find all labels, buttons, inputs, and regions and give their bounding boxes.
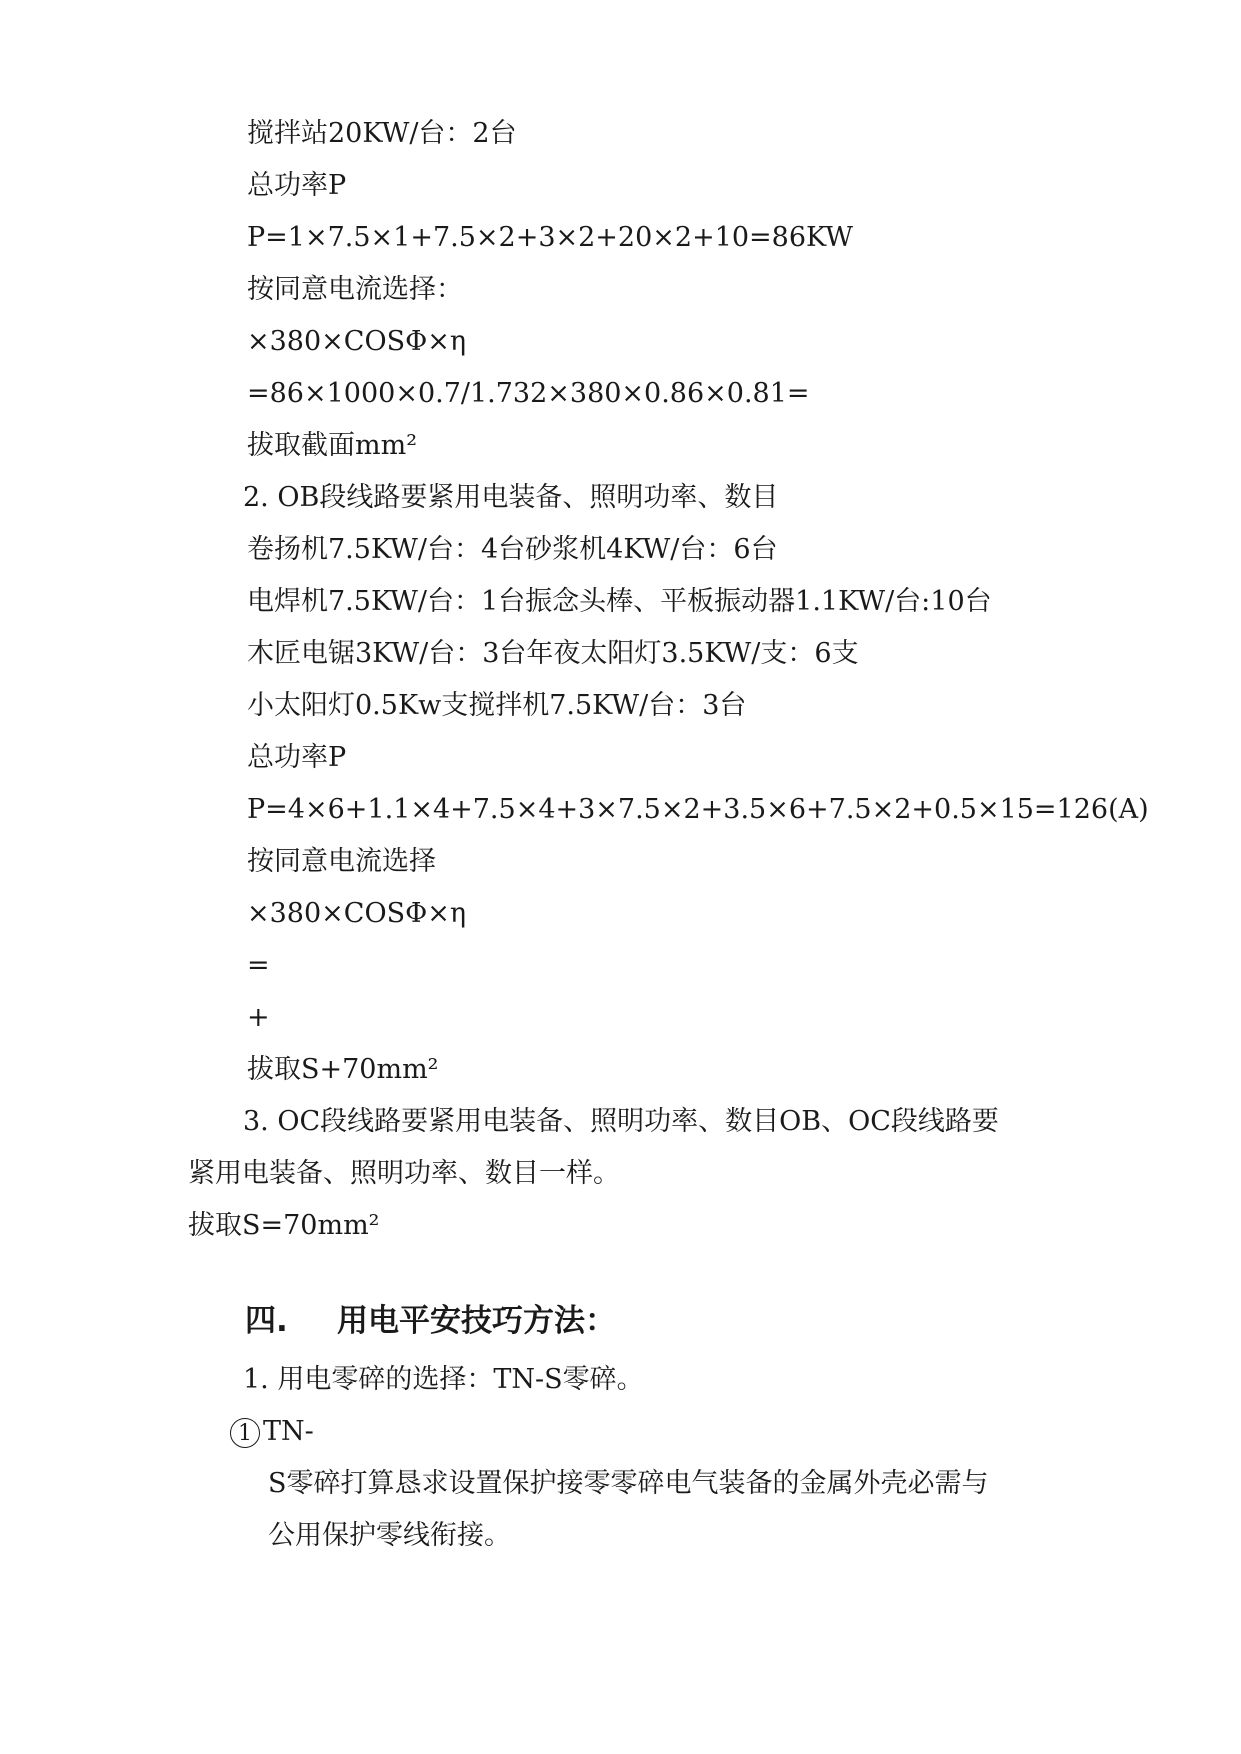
text-line: 按同意电流选择： [247,274,463,305]
numbered-item: 2. OB段线路要紧用电装备、照明功率、数目 [243,482,779,513]
formula-line: P=1×7.5×1+7.5×2+3×2+20×2+10=86KW [247,222,853,253]
formula-line: P=4×6+1.1×4+7.5×4+3×7.5×2+3.5×6+7.5×2+0.5×15=126(A) [247,794,1149,825]
formula-line: + [247,1002,270,1033]
text-line: 拔取S=70mm² [188,1210,380,1241]
text-line: 卷扬机7.5KW/台：4台砂浆机4KW/台：6台 [247,534,778,565]
text-line: 总功率P [247,742,347,773]
formula-line: = [247,950,270,981]
text-line: 小太阳灯0.5Kw支搅拌机7.5KW/台：3台 [247,690,747,721]
formula-line: ×380×COSΦ×η [247,326,467,357]
section-title: 用电平安技巧方法： [337,1303,616,1339]
text-line: 拔取S+70mm² [247,1054,439,1085]
text-line: 电焊机7.5KW/台：1台振念头棒、平板振动器1.1KW/台:10台 [247,586,992,617]
circled-item-text: TN- [263,1416,314,1447]
numbered-item: 1. 用电零碎的选择：TN-S零碎。 [243,1364,644,1395]
formula-line: =86×1000×0.7/1.732×380×0.86×0.81= [247,378,810,409]
text-line: 紧用电装备、照明功率、数目一样。 [188,1158,620,1189]
circled-item [230,1415,314,1449]
text-line: 木匠电锯3KW/台：3台年夜太阳灯3.5KW/支：6支 [247,638,859,669]
text-line: 拔取截面mm² [247,430,418,461]
formula-line: ×380×COSΦ×η [247,898,467,929]
circled-number-icon: 1 [230,1418,260,1448]
section-heading [245,1302,616,1340]
text-line: S零碎打算恳求设置保护接零零碎电气装备的金属外壳必需与 [268,1468,989,1499]
text-line: 按同意电流选择 [247,846,436,877]
text-line: 搅拌站20KW/台：2台 [247,118,517,149]
text-line: 公用保护零线衔接。 [268,1520,511,1551]
numbered-item: 3. OC段线路要紧用电装备、照明功率、数目OB、OC段线路要 [243,1106,999,1137]
text-line: 总功率P [247,170,347,201]
section-number: 四. [245,1303,288,1339]
